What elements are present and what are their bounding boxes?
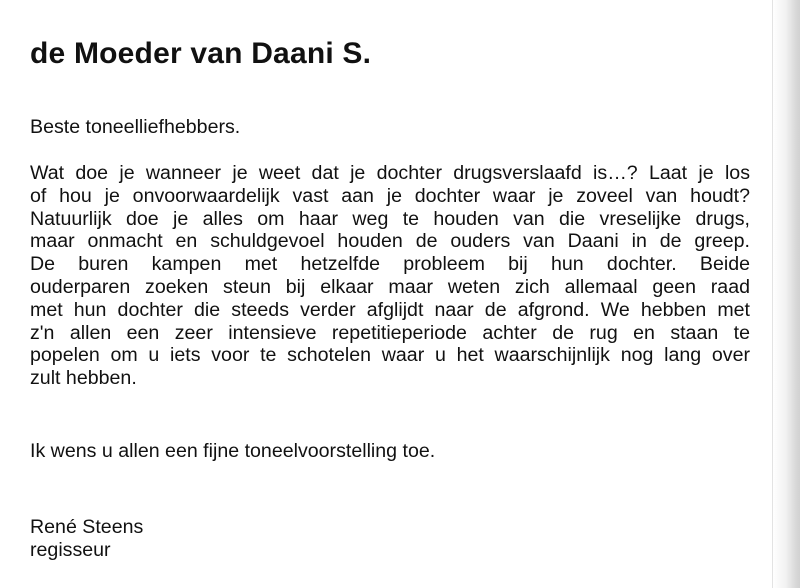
signature-role: regisseur xyxy=(30,539,111,561)
body-line: zult hebben. xyxy=(30,367,137,390)
body-line: De buren kampen met hetzelfde probleem bij hun dochter. Beide xyxy=(30,253,750,276)
body-line: met hun dochter die steeds verder afglijdt naar de afgrond. We hebben met xyxy=(30,298,750,321)
body-line: Natuurlijk doe je alles om haar weg te houden van die vreselijke drugs, xyxy=(30,207,750,230)
body-paragraph xyxy=(30,162,750,390)
body-line: Wat doe je wanneer je weet dat je dochter drugsverslaafd is…? Laat je los xyxy=(30,162,750,184)
body-line: z'n allen een zeer intensieve repetitieperiode achter de rug en staan te xyxy=(30,321,750,344)
greeting: Beste toneelliefhebbers. xyxy=(30,116,241,138)
closing-sentence: Ik wens u allen een fijne toneelvoorstelling toe. xyxy=(30,440,436,462)
body-line: popelen om u iets voor te schotelen waar u het waarschijnlijk nog lang over xyxy=(30,344,750,367)
page-edge-shadow xyxy=(772,0,800,588)
body-line: ouderparen zoeken steun bij elkaar maar weten zich allemaal geen raad xyxy=(30,275,750,298)
document-title: de Moeder van Daani S. xyxy=(30,37,372,70)
body-line: maar onmacht en schuldgevoel houden de ouders van Daani in de greep. xyxy=(30,230,750,253)
body-line: of hou je onvoorwaardelijk vast aan je dochter waar je zoveel van houdt? xyxy=(30,184,750,207)
signature-name: René Steens xyxy=(30,516,144,538)
